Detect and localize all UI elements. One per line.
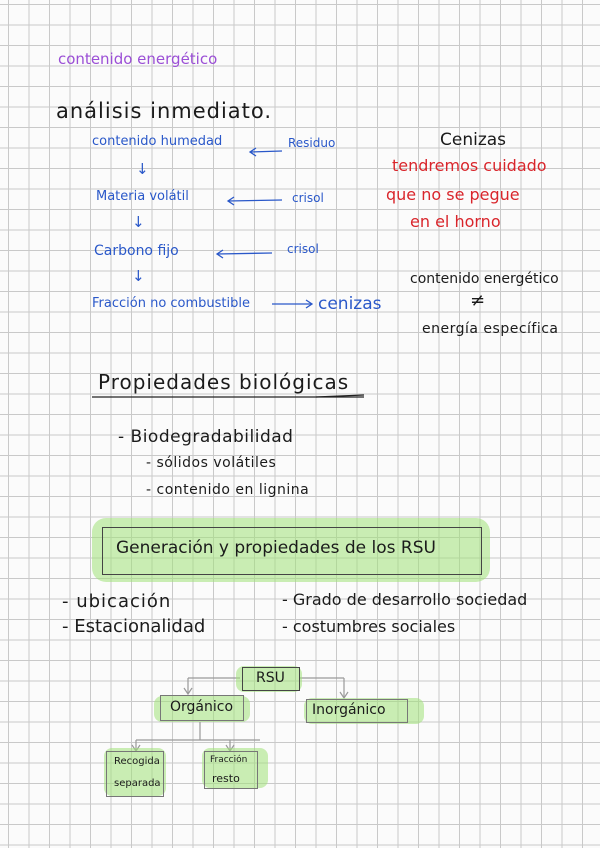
gen-right-1: - Grado de desarrollo sociedad xyxy=(282,590,528,609)
step-carbono: Carbono fijo xyxy=(94,243,179,259)
tree-leaf2-line1: Fracción xyxy=(210,755,248,765)
contenido-energetico: contenido energético xyxy=(410,271,559,287)
step-humedad: contenido humedad xyxy=(92,134,223,149)
header-note: contenido energético xyxy=(58,50,218,68)
tree-leaf1-line1: Recogida xyxy=(114,756,160,767)
tree-leaf1-line2: separada xyxy=(114,778,161,789)
step-fraccion: Fracción no combustible xyxy=(92,296,250,311)
arrow-down-icon: ↓ xyxy=(132,267,145,285)
tree-left: Orgánico xyxy=(170,699,234,715)
tree-leaf2-line2: resto xyxy=(212,772,240,785)
bio-sub-1: - sólidos volátiles xyxy=(146,455,277,471)
gen-title: Generación y propiedades de los RSU xyxy=(116,538,436,558)
gen-right-2: - costumbres sociales xyxy=(282,617,456,636)
cenizas-title: Cenizas xyxy=(440,130,507,150)
arrow-down-icon: ↓ xyxy=(136,160,149,178)
side-crisol-2: crisol xyxy=(287,242,319,256)
side-cenizas: cenizas xyxy=(318,294,382,314)
not-equal-sign: ≠ xyxy=(470,290,486,311)
cenizas-note-2: que no se pegue xyxy=(386,185,520,204)
bio-item: - Biodegradabilidad xyxy=(118,427,294,447)
tree-right: Inorgánico xyxy=(312,702,386,718)
energia-especifica: energía específica xyxy=(422,321,559,337)
gen-left-2: - Estacionalidad xyxy=(62,616,206,637)
cenizas-note-3: en el horno xyxy=(410,212,501,231)
bio-title: Propiedades biológicas xyxy=(98,370,350,394)
side-crisol-1: crisol xyxy=(292,191,324,205)
arrow-down-icon: ↓ xyxy=(132,213,145,231)
gen-left-1: - ubicación xyxy=(62,591,172,612)
side-residuo: Residuo xyxy=(288,136,336,150)
cenizas-note-1: tendremos cuidado xyxy=(392,156,547,175)
bio-sub-2: - contenido en lignina xyxy=(146,482,310,498)
step-volatil: Materia volátil xyxy=(96,189,189,204)
tree-root: RSU xyxy=(256,670,285,686)
analisis-title: análisis inmediato. xyxy=(56,99,273,123)
